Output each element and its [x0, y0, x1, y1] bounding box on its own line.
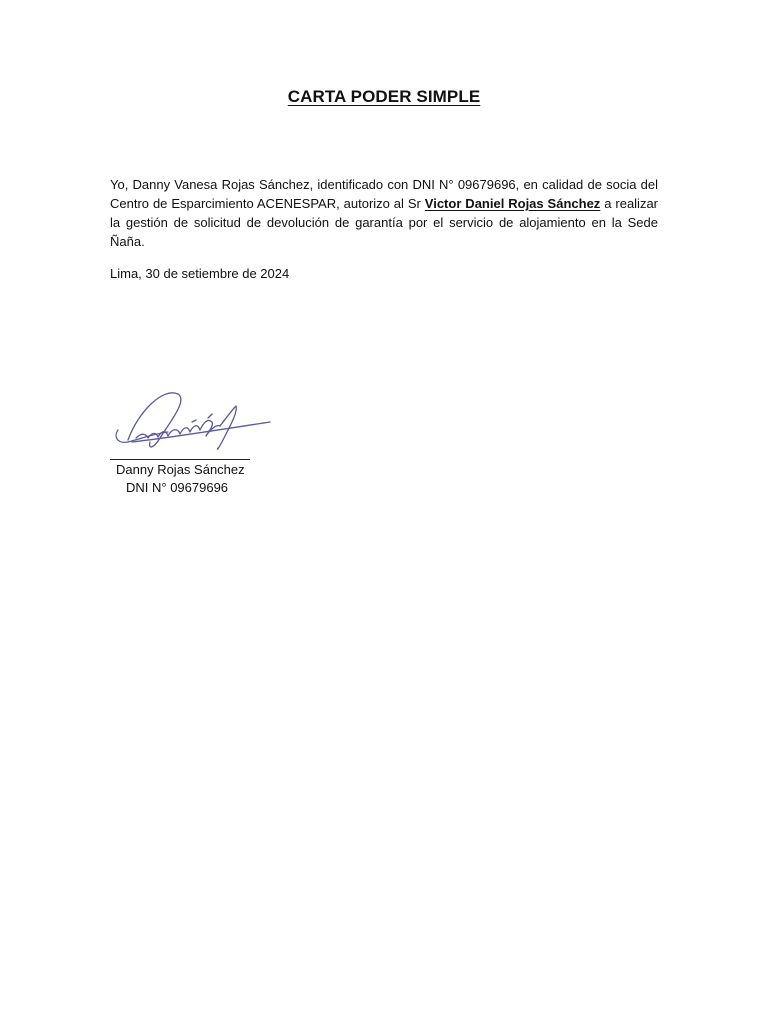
authorized-person-name: Victor Daniel Rojas Sánchez	[424, 196, 601, 211]
document-title-text: CARTA PODER SIMPLE	[287, 87, 481, 106]
handwritten-signature	[108, 382, 278, 462]
date-line: Lima, 30 de setiembre de 2024	[110, 266, 290, 281]
signer-dni: DNI N° 09679696	[126, 480, 229, 495]
signature-line	[110, 459, 250, 460]
signer-name: Danny Rojas Sánchez	[116, 462, 245, 477]
document-title	[0, 87, 768, 107]
letter-body	[110, 175, 658, 251]
letter-body-part2: a realizar la gestión de solicitud de devolución de garantía por el servicio de alojamiento en la Sede Ñaña.	[110, 196, 659, 249]
letter-body-part1: Yo, Danny Vanesa Rojas Sánchez, identificado con DNI N° 09679696, en calidad de socia del Centro de Esparcimiento ACENESPAR, autorizo al Sr	[110, 177, 658, 211]
